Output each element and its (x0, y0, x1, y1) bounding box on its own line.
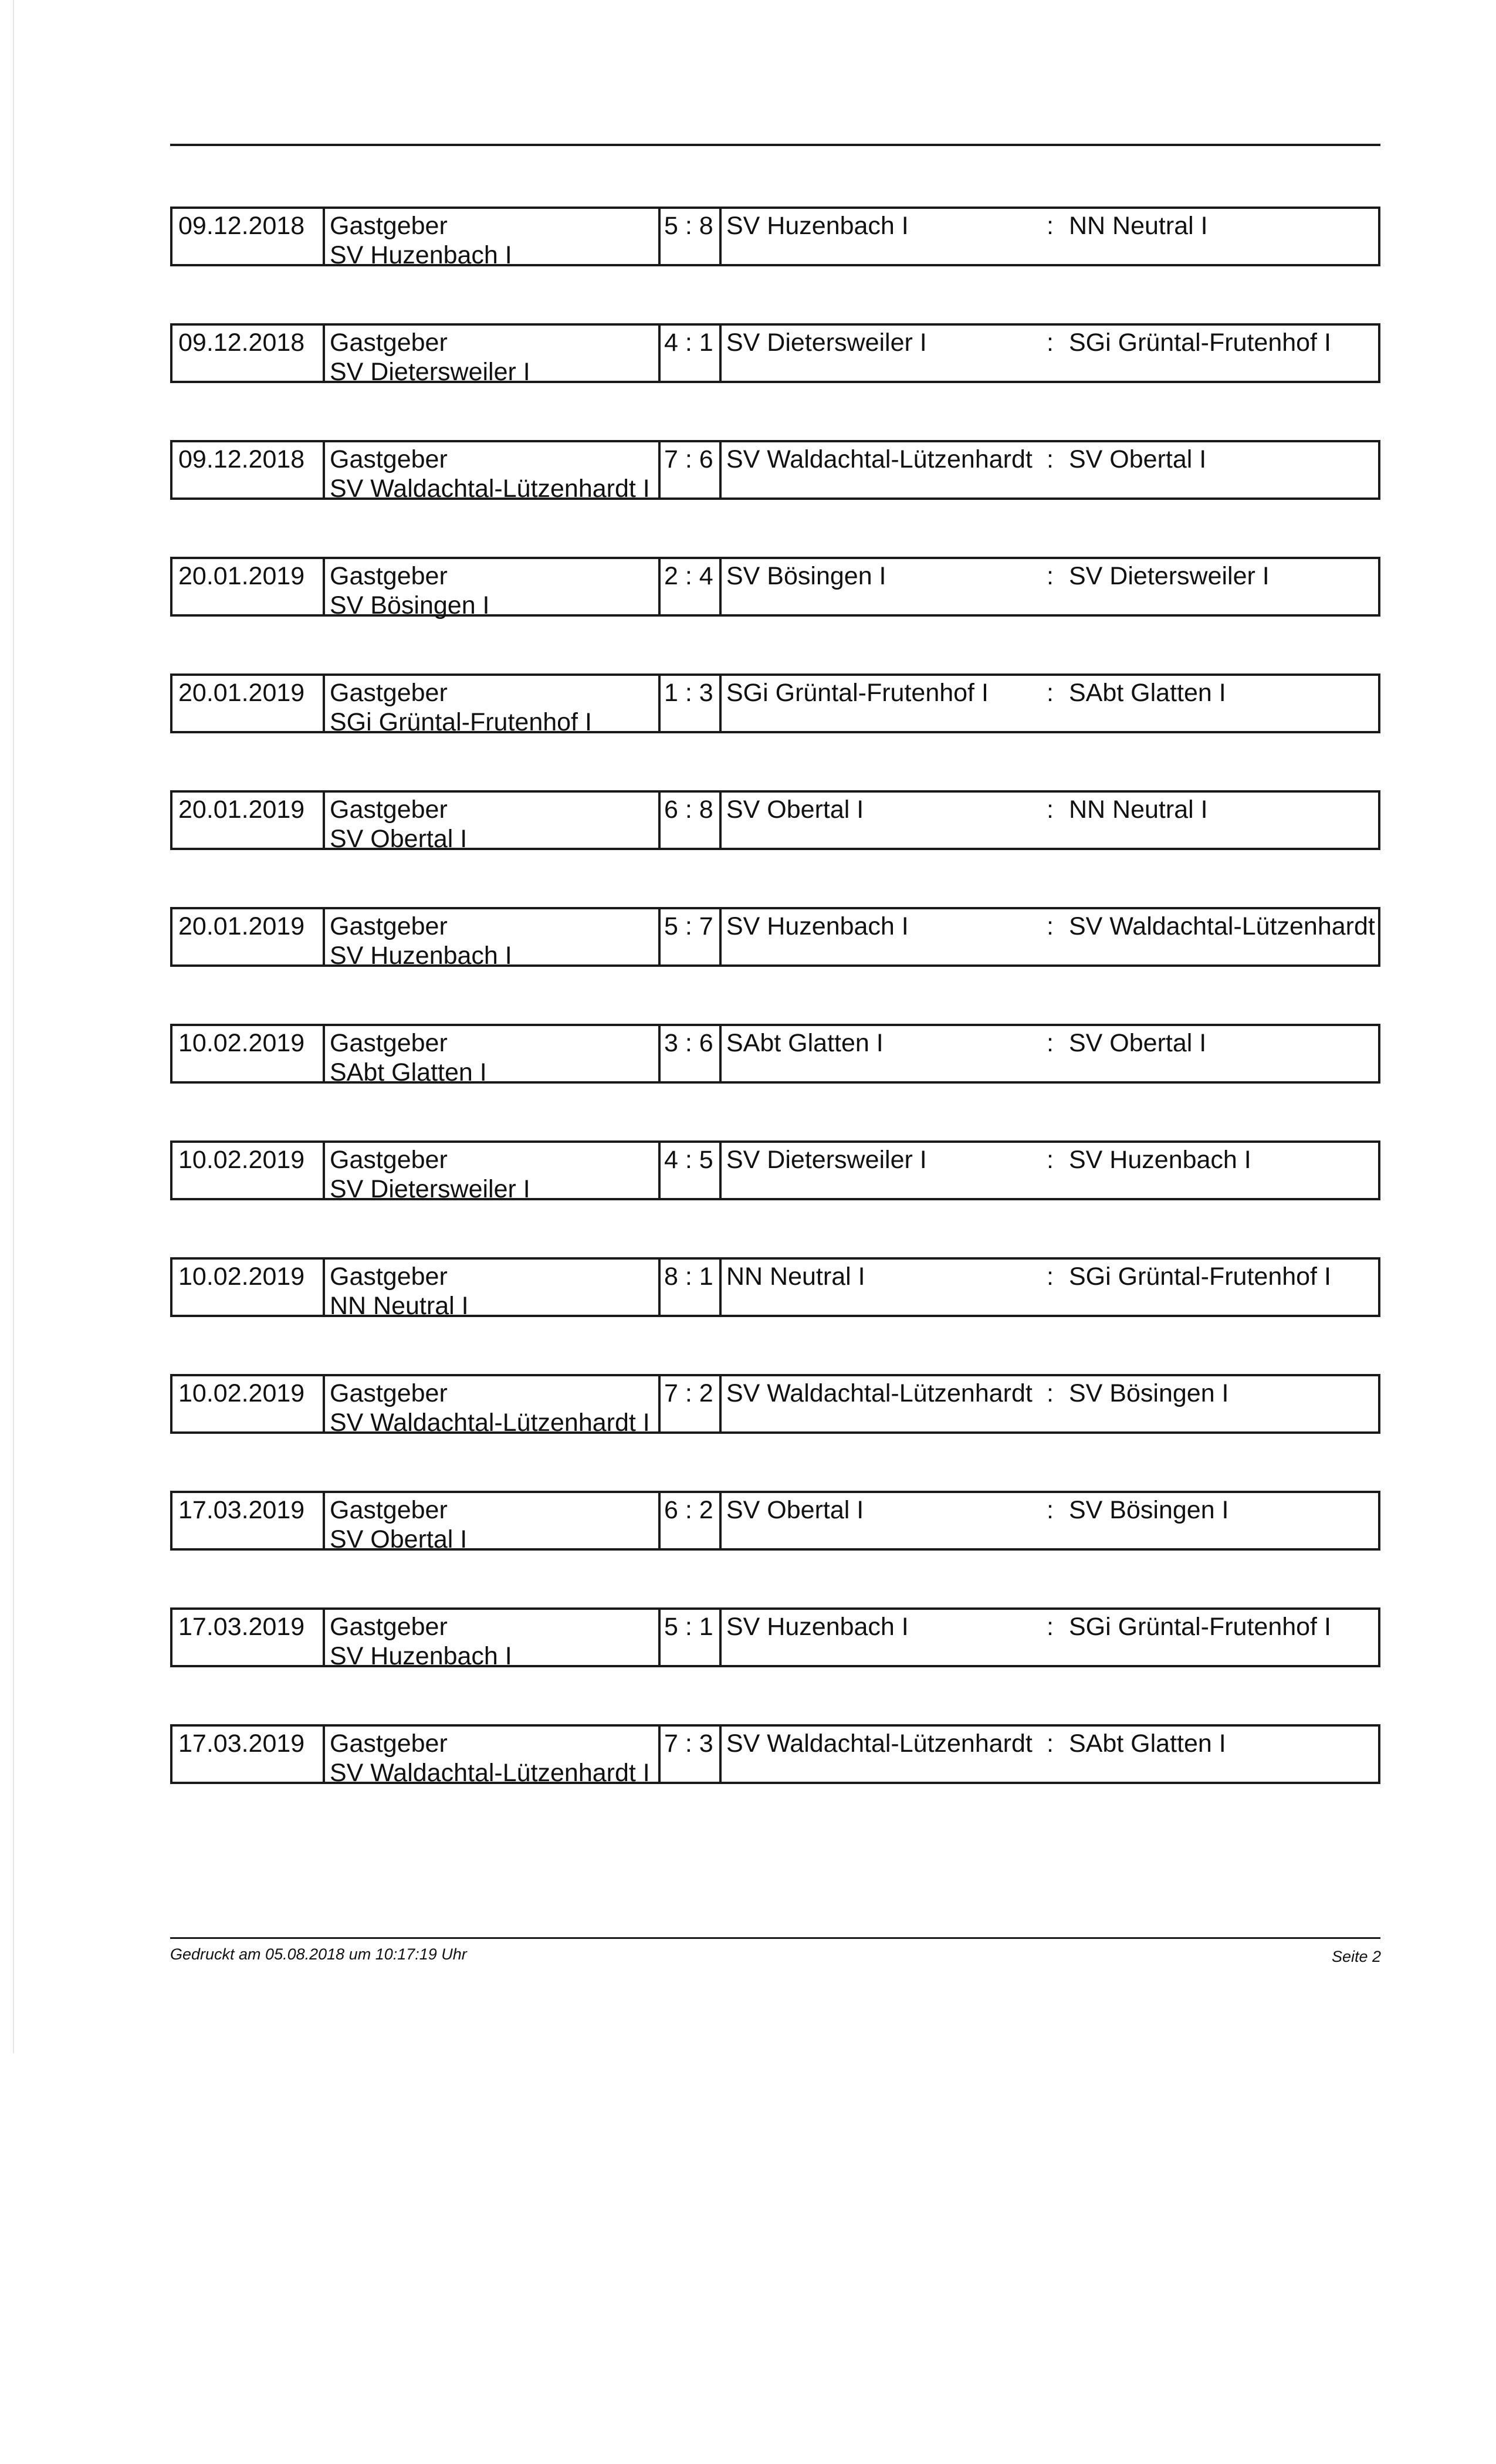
match-host-cell (325, 909, 661, 970)
match-row-12 (170, 1491, 1380, 1551)
match-result: 6 : 2 (661, 1493, 722, 1548)
match-date: 20.01.2019 (172, 559, 325, 614)
match-result: 5 : 8 (661, 209, 722, 264)
host-label: Gastgeber (330, 1146, 448, 1174)
home-team: SV Waldachtal-Lützenhardt (726, 445, 1033, 473)
host-label: Gastgeber (330, 1379, 448, 1407)
guest-team: SGi Grüntal-Frutenhof I (1069, 1263, 1331, 1291)
match-date: 09.12.2018 (172, 209, 325, 264)
host-label: Gastgeber (330, 445, 448, 473)
match-host-cell (325, 1260, 661, 1320)
team-separator: : (1047, 1729, 1054, 1758)
match-host-cell (325, 209, 661, 269)
match-result: 1 : 3 (661, 676, 722, 731)
host-label: Gastgeber (330, 912, 448, 940)
print-timestamp: Gedruckt am 05.08.2018 um 10:17:19 Uhr (170, 1945, 467, 1963)
guest-team: SV Obertal I (1069, 1029, 1207, 1057)
match-host-cell (325, 676, 661, 736)
guest-team: SV Bösingen I (1069, 1379, 1229, 1407)
host-name: SV Waldachtal-Lützenhardt I (330, 475, 650, 503)
page-number: Seite 2 (1331, 1948, 1381, 1965)
guest-team: NN Neutral I (1069, 212, 1208, 240)
match-host-cell (325, 559, 661, 620)
team-separator: : (1047, 912, 1054, 940)
match-row-6 (170, 790, 1380, 853)
match-row-9 (170, 1140, 1380, 1203)
match-row-8 (170, 1024, 1380, 1087)
match-row-3 (170, 440, 1380, 503)
match-row-4 (170, 557, 1380, 620)
host-name: SGi Grüntal-Frutenhof I (330, 708, 592, 736)
match-host-cell (325, 1143, 661, 1203)
match-result: 3 : 6 (661, 1026, 722, 1081)
match-date: 20.01.2019 (172, 793, 325, 848)
footer-rule (170, 1937, 1380, 1939)
host-name: SV Waldachtal-Lützenhardt I (330, 1409, 650, 1437)
home-team: SV Dietersweiler I (726, 329, 927, 357)
home-team: SV Obertal I (726, 796, 864, 824)
team-separator: : (1047, 796, 1054, 824)
host-name: SV Obertal I (330, 1525, 468, 1553)
match-result: 7 : 2 (661, 1376, 722, 1431)
host-name: SV Huzenbach I (330, 241, 512, 269)
match-date: 20.01.2019 (172, 676, 325, 731)
host-label: Gastgeber (330, 562, 448, 590)
guest-team: SV Bösingen I (1069, 1496, 1229, 1524)
guest-team: SGi Grüntal-Frutenhof I (1069, 329, 1331, 357)
match-date: 09.12.2018 (172, 326, 325, 381)
host-label: Gastgeber (330, 1729, 448, 1758)
host-name: SV Dietersweiler I (330, 1175, 530, 1203)
scan-edge (13, 0, 14, 2053)
match-row-13 (170, 1607, 1380, 1670)
home-team: SV Bösingen I (726, 562, 886, 590)
match-host-cell (325, 793, 661, 853)
home-team: SV Waldachtal-Lützenhardt (726, 1379, 1033, 1407)
guest-team: SV Dietersweiler I (1069, 562, 1270, 590)
match-row-2 (170, 323, 1380, 386)
match-row-14 (170, 1724, 1380, 1787)
match-row-1 (170, 207, 1380, 269)
team-separator: : (1047, 445, 1054, 473)
team-separator: : (1047, 1146, 1054, 1174)
host-label: Gastgeber (330, 212, 448, 240)
home-team: SGi Grüntal-Frutenhof I (726, 679, 989, 707)
guest-team: SAbt Glatten I (1069, 1729, 1226, 1758)
match-host-cell (325, 1376, 661, 1437)
match-date: 20.01.2019 (172, 909, 325, 964)
host-label: Gastgeber (330, 329, 448, 357)
match-host-cell (325, 1727, 661, 1787)
home-team: SV Huzenbach I (726, 1613, 909, 1641)
team-separator: : (1047, 562, 1054, 590)
match-date: 17.03.2019 (172, 1610, 325, 1665)
match-result: 7 : 6 (661, 442, 722, 497)
host-label: Gastgeber (330, 1496, 448, 1524)
match-result: 8 : 1 (661, 1260, 722, 1315)
match-list (170, 207, 1380, 1841)
match-date: 17.03.2019 (172, 1727, 325, 1782)
team-separator: : (1047, 679, 1054, 707)
host-name: SAbt Glatten I (330, 1058, 487, 1087)
home-team: SV Obertal I (726, 1496, 864, 1524)
host-label: Gastgeber (330, 796, 448, 824)
host-name: SV Obertal I (330, 825, 468, 853)
match-result: 5 : 7 (661, 909, 722, 964)
host-name: SV Waldachtal-Lützenhardt I (330, 1759, 650, 1787)
host-label: Gastgeber (330, 1263, 448, 1291)
match-result: 6 : 8 (661, 793, 722, 848)
match-date: 10.02.2019 (172, 1143, 325, 1198)
guest-team: NN Neutral I (1069, 796, 1208, 824)
match-result: 2 : 4 (661, 559, 722, 614)
match-host-cell (325, 1026, 661, 1087)
match-host-cell (325, 326, 661, 386)
team-separator: : (1047, 1029, 1054, 1057)
guest-team: SV Huzenbach I (1069, 1146, 1251, 1174)
guest-team: SV Waldachtal-Lützenhardt (1069, 912, 1375, 940)
guest-team: SV Obertal I (1069, 445, 1207, 473)
host-name: SV Huzenbach I (330, 942, 512, 970)
team-separator: : (1047, 1263, 1054, 1291)
home-team: SV Dietersweiler I (726, 1146, 927, 1174)
team-separator: : (1047, 1496, 1054, 1524)
team-separator: : (1047, 212, 1054, 240)
match-result: 7 : 3 (661, 1727, 722, 1782)
home-team: SV Huzenbach I (726, 912, 909, 940)
match-result: 4 : 1 (661, 326, 722, 381)
host-label: Gastgeber (330, 1613, 448, 1641)
match-result: 5 : 1 (661, 1610, 722, 1665)
host-name: SV Huzenbach I (330, 1642, 512, 1670)
home-team: NN Neutral I (726, 1263, 865, 1291)
match-host-cell (325, 1493, 661, 1553)
match-host-cell (325, 442, 661, 503)
home-team: SV Waldachtal-Lützenhardt (726, 1729, 1033, 1758)
home-team: SV Huzenbach I (726, 212, 909, 240)
header-rule (170, 144, 1380, 146)
match-row-5 (170, 673, 1380, 736)
team-separator: : (1047, 329, 1054, 357)
match-date: 09.12.2018 (172, 442, 325, 497)
match-row-11 (170, 1374, 1380, 1437)
match-host-cell (325, 1610, 661, 1670)
match-date: 10.02.2019 (172, 1376, 325, 1431)
host-name: SV Dietersweiler I (330, 358, 530, 386)
host-name: SV Bösingen I (330, 591, 490, 620)
home-team: SAbt Glatten I (726, 1029, 884, 1057)
match-date: 10.02.2019 (172, 1260, 325, 1315)
guest-team: SAbt Glatten I (1069, 679, 1226, 707)
match-date: 17.03.2019 (172, 1493, 325, 1548)
team-separator: : (1047, 1379, 1054, 1407)
match-row-10 (170, 1257, 1380, 1320)
host-name: NN Neutral I (330, 1292, 469, 1320)
match-result: 4 : 5 (661, 1143, 722, 1198)
match-row-7 (170, 907, 1380, 970)
host-label: Gastgeber (330, 1029, 448, 1057)
guest-team: SGi Grüntal-Frutenhof I (1069, 1613, 1331, 1641)
host-label: Gastgeber (330, 679, 448, 707)
match-date: 10.02.2019 (172, 1026, 325, 1081)
team-separator: : (1047, 1613, 1054, 1641)
